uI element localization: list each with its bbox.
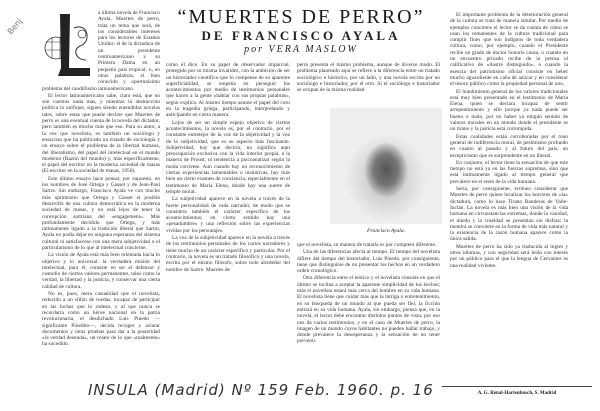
paragraph: Este último ensayo hace pensar, por supuesto, en los nombres de José Ortega y Gasset y de Jean-Paul Sartre. Sin embargo, Francisco Ayala ve con mucho más optimismo que Ortega y Gasset el posible desarrollo de una cultura democrática en la moderna sociedad de masas, y no está lejos de tener la concepción sartriana del «engagement». Más profundamente decidido que Ortega, y más íntimamente ligado a la tradición liberal que Sartre, Ayala no podía dejar en ninguna esperanza del sistema cultural ni satisfacerse con una mera subjetividad o el particularismo de lo que al intelectual concierne. — [42, 175, 160, 251]
paragraph: como él dice. En su papel de observador imparcial, protegido por su misma invalidez, con la ambición de ser un historiador científico que lo compense de su aparente superficialidad, se empeña en perseguir los acontecimientos por medio de testimonios personales que hacen a la gente «hablar con sus propias palabras», según explica. Al mismo tiempo asume el papel del coro en la tragedia griega, participando, interpretando y anticipando en cierta manera. — [166, 62, 290, 119]
column-3-top — [297, 62, 440, 94]
handwritten-citation: INSULA (Madrid) Nº 159 Feb. 1960. p. 16 — [88, 381, 434, 399]
author-photo — [330, 108, 442, 224]
column-2 — [166, 62, 290, 274]
paragraph: Una de las diferencias afecta al tiempo. El tiempo del novelista difiere del tiempo del historiador. Luis Pinedo, por consiguiente, tiene que distinguirse de no presentar los hechos en un verdadero orden cronológico. — [297, 249, 440, 275]
article-title: “MUERTES DE PERRO” — [177, 6, 425, 28]
ornamental-drop-cap-l — [42, 10, 94, 80]
paragraph: No es, pues, mera casualidad que el novelista, reducido a un sillón de ruedas, incapaz de participar en las luchas que lo rodean, y al que nunca se recordaría como un héroe nacional en la patria revolucionaria, el desdichado Luis Pinedo —significante Pinedito—, decida recoger y aclarar documentos y otras pruebas para dar a la posteridad «la verdad desnuda», un relato de lo que «realmente» ha sucedido. — [42, 291, 160, 348]
paragraph: que el novelista, su manera de tratarla es por completo diferente. — [297, 242, 437, 248]
article-subtitle: DE FRANCISCO AYALA — [201, 28, 401, 43]
column-4 — [450, 12, 568, 270]
article-title-block — [162, 6, 440, 56]
article-byline: por VERA MASLOW — [244, 44, 358, 55]
paragraph: Otra diferencia entre el teórico y el novelista consiste en que el último se inclina a aceptar la aparente simplicidad de los hechos; más el novelista estará más cerca del hombre en su vida humana. El novelista tiene que cuidar más que la intriga o entretenimiento, en su búsqueda de un mundo al que pueda ser fiel, la ficción entrará en su vida humana. Ayala, sin embargo, piensa que, en la novela, el lector debe encontrar distintos puntos de vista; por eso nos da varios testimonios, y en el caso de Muertes de perro, la imagen de un mundo cuyos habitantes no pueden hallar trabajo, y donde prevalece la desesperanza y la sensación de no tener porvenir. — [297, 275, 440, 345]
paragraph: perro presenta el mismo problema, aunque de diverso modo. El problema planteado aquí se refiere a la diferencia entre un tratado sociológico e histórico, por un lado, y una novela escrita por un sociólogo e historiador, por el otro. Si el sociólogo e historiador se ocupan de la misma realidad — [297, 62, 440, 94]
paragraph: Estas cualidades están corroboradas por el tono general de indiferencia moral, de pesimismo profundo en cuanto al pasado y al futuro del país, un escepticismo que es sorprendente en un liberal. — [450, 133, 568, 159]
paragraph: Muertes de perro ha sido ya traducida al inglés y otros idiomas, y con seguridad será leída con interés por un público para el que la lengua de Cervantes es una realidad viviente. — [450, 243, 568, 269]
paragraph: En conjunto, el lector tiene la sensación de que este tiempo no está ya en las fuerzas supremas, sino que está íntimamente ligado al tiempo general que prevalece en el resto de la vida humana. — [450, 159, 568, 185]
paragraph: El lector latinoamericano sabe, claro está, que no son cuentos nada más, y mientras la abstracción política lo unifique, siguen siendo entendidas novelas tales, sobre estas que puede decirse que Muertes de perro es una eventual cuenta de la novela del dictador, pero también es mucho más que eso. Para su autor, a la vez que novelista, es también un sociólogo y ensayista que ha publicado un tratado de sociología y un ensayo sobre el problema de la libertad humana, del liberalismo, del papel del intelectual en el mundo moderno (Razón del mundo) y, más específicamente, el papel del escritor en la moderna sociedad de masas (El escritor en la sociedad de masas, 1956). — [42, 92, 160, 175]
column-1 — [42, 10, 160, 349]
paragraph: La visión de Ayala está más bien orientada hacia lo objetivo y lo universal: la verdadera misión del intelectual, para él, consiste en ser el defensor y custodio de ciertos valores permanentes, tales como la verdad, la libertad y la justicia, y conservar una cierta calidad de cultura. — [42, 252, 160, 290]
paragraph: a última novela de Francisco Ayala, Muertes de perro, trata un tema que será, de los considerables intereses para los lectores de Estados Unidos: el de la dictadura de un presidente centroamericano y su Primera Dama en un pequeño país tropical; o, en otras palabras, el bien conocido y oportunísimo problema del caudillismo latinoamericano. — [42, 10, 160, 92]
handwritten-margin-note: Benj — [5, 16, 24, 37]
paragraph: Lejos de ser un simple espejo objetivo de ciertos acontecimientos, la novela es, por el contrario, por el constante entretejer de la voz de la objetividad y la voz de la subjetividad, que es su aspecto más fascinante. Subjetividad, hay que decirlo, no significa aquí preocupación exclusiva con la vida interior propia, a la manera de Proust, ni tendencia a psicoanalizar según la moda corriente. Aun cuando hay un reconocimiento de ciertas experiencias lamentables o instintivas, hay más bien un cierto examen de conciencia, especialmente en el testimonio de María Elena, donde hay una suerte de temple moral. — [166, 119, 290, 195]
clipping-credit: A. G. Renal-Hartenbusch, S. Madrid — [442, 386, 592, 396]
paragraph: La subjetividad aparece en la novela a través de la fuerte personalidad de cada narrador, de modo que se considera también el carácter específico de los acontecimientos; en cierto sentido hay una «pesadumbre» y una reflexión sobre las experiencias vividas por los personajes. — [166, 196, 290, 234]
column-3-bottom — [297, 242, 440, 346]
paragraph: El importante problema de la deterioración general de la cultura se trata de manera similar. Por medio de ejemplos concretos el lector se da cuenta de cómo se usan los remanentes de la cultura tradicional para cumplir fines que son indignos de toda verdadera cultura, como, por ejemplo, cuando el Presidente recibe un grado de doctor honoris causa, o cuando en un encuentro privado recibe de la prensa el calificativo de «ilustre distinguido», o cuando la esencia del patriotismo oficial consiste en beber mucho aguardiente en caña de azúcar y en considerar el tesoro público como la propiedad personal de uno. — [450, 12, 568, 88]
paragraph: Sería, por consiguiente, erróneo considerar que Muertes de perro quiere localizar los horrores de «la» dictadura, como lo hace Tirano Banderas de Valle-Inclán. La novela es más bien una visión de la vida humana en circunstancias extremas, donde la vanidad, el miedo y la crueldad se presentan sin disfraz; la mentira se convierte en la forma de vida más natural y la existencia de la razón humana aparece como la única salida. — [450, 186, 568, 243]
paragraph: La voz de la subjetividad aparece en la novela a través de los testimonios personales de los varios narradores y tiene mucho de un carácter específico y particular. Por el contrario, la novela es un tratado filosófico y una novela, escrita por el mismo filósofo, sobre todo alrededor del nombre de Sartre. Muertes de — [166, 235, 290, 273]
photo-caption: Francisco Ayala. — [366, 228, 406, 234]
paragraph: El hundimiento general de los valores tradicionales está muy bien presentado en el testimonio de María Elena, quien se declara incapaz de sentir arrepentimiento y ello porque ya nada puede ser bueno o malo, por no haber ya ningún sentido de valores morales en un mundo donde el presidente es un tirano y la justicia está corrompida. — [450, 88, 568, 133]
